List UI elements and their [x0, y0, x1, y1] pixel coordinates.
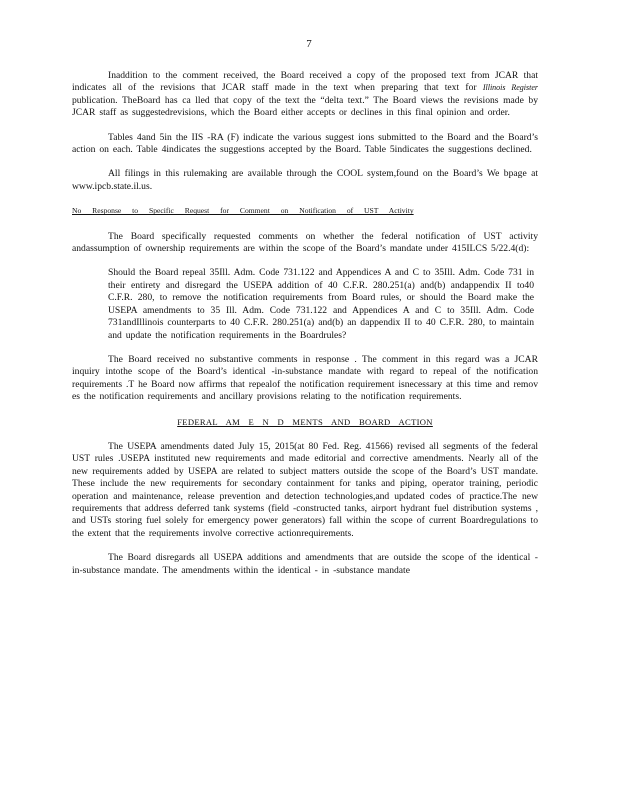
- paragraph-board-received: The Board received no substantive comments in response . The comment in this regard was a JCAR inquiry intothe scope of the Board’s identical -in-substance mandate with regard to repeal of the notification requirements .T he Board now affirms that repealof the notification requirement isnecessary at this time and remov es the notification requirements and ancillary provisions relating to the notification requirements.: [72, 353, 538, 403]
- page-number: 7: [306, 38, 312, 50]
- block-quote-question: Should the Board repeal 35Ill. Adm. Code 731.122 and Appendices A and C to 35Ill. Adm. Code 731 in their entirety and disregard the USEPA addition of 40 C.F.R. 280.251(a) and(b) andappendix II to40 C.F.R. 280, to remove the notification requirements from Board rules, or should the Board make the USEPA amendments to 35 Ill. Adm. Code 731.122 and Appendices A and C to 35Ill. Adm. Code 731andIllinois counterparts to 40 C.F.R. 280.251(a) and(b) an dappendix II to 40 C.F.R. 280, to maintain and update the notification requirements in the Boardrules?: [108, 267, 534, 341]
- paragraph-text: publication. TheBoard has ca lled that copy of the text the “delta text.” The Board views the revisions made by JCAR staff as suggestedrevisions, which the Board either accepts or declines in this final opinion and order.: [72, 94, 538, 119]
- italic-publication-name: Illinois Register: [482, 83, 539, 93]
- paragraph-jcar-revisions: [72, 70, 538, 120]
- paragraph-board-disregards: The Board disregards all USEPA additions and amendments that are outside the scope of the identical -in-substance mandate. The amendments within the identical - in -substance mandate: [72, 552, 538, 576]
- paragraph-filings: All filings in this rulemaking are available through the COOL system,found on the Board’s We bpage at www.ipcb.state.il.us.: [72, 168, 538, 192]
- paragraph-tables: Tables 4and 5in the IIS -RA (F) indicate the various suggest ions submitted to the Board and the Board’s action on each. Table 4indicates the suggestions accepted by the Board. Table 5indicates the suggestions declined.: [72, 131, 538, 156]
- document-body: [72, 70, 538, 589]
- paragraph-text: Inaddition to the comment received, the Board received a copy of the proposed text from JCAR that indicates all of the revisions that JCAR staff made in the text when preparing that text for: [72, 70, 538, 94]
- section-heading-no-response: No Response to Specific Request for Comment on Notification of UST Activity: [72, 206, 414, 216]
- section-heading-federal-amendments: FEDERAL AM E N D MENTS AND BOARD ACTION: [177, 416, 433, 427]
- paragraph-usepa-amendments: The USEPA amendments dated July 15, 2015(at 80 Fed. Reg. 41566) revised all segments of the federal UST rules .USEPA instituted new requirements and made editorial and corrective amendments. Nearly all of the new requirements added by USEPA are related to subject matters outside the scope of the Board’s UST mandate. These include the new requirements for secondary containment for tanks and piping, operator training, periodic operation and maintenance, release prevention and detection technologies,and updated codes of practice.The new requirements that address deferred tank systems (field -constructed tanks, airport hydrant fuel distribution systems , and USTs storing fuel solely for emergency power generators) fall within the scope of current Boardregulations to the extent that the requirements involve corrective actionrequirements.: [72, 440, 538, 539]
- paragraph-requested-comments: The Board specifically requested comments on whether the federal notification of UST activity andassumption of ownership requirements are within the scope of the Board’s mandate under 415ILCS 5/22.4(d):: [72, 230, 538, 255]
